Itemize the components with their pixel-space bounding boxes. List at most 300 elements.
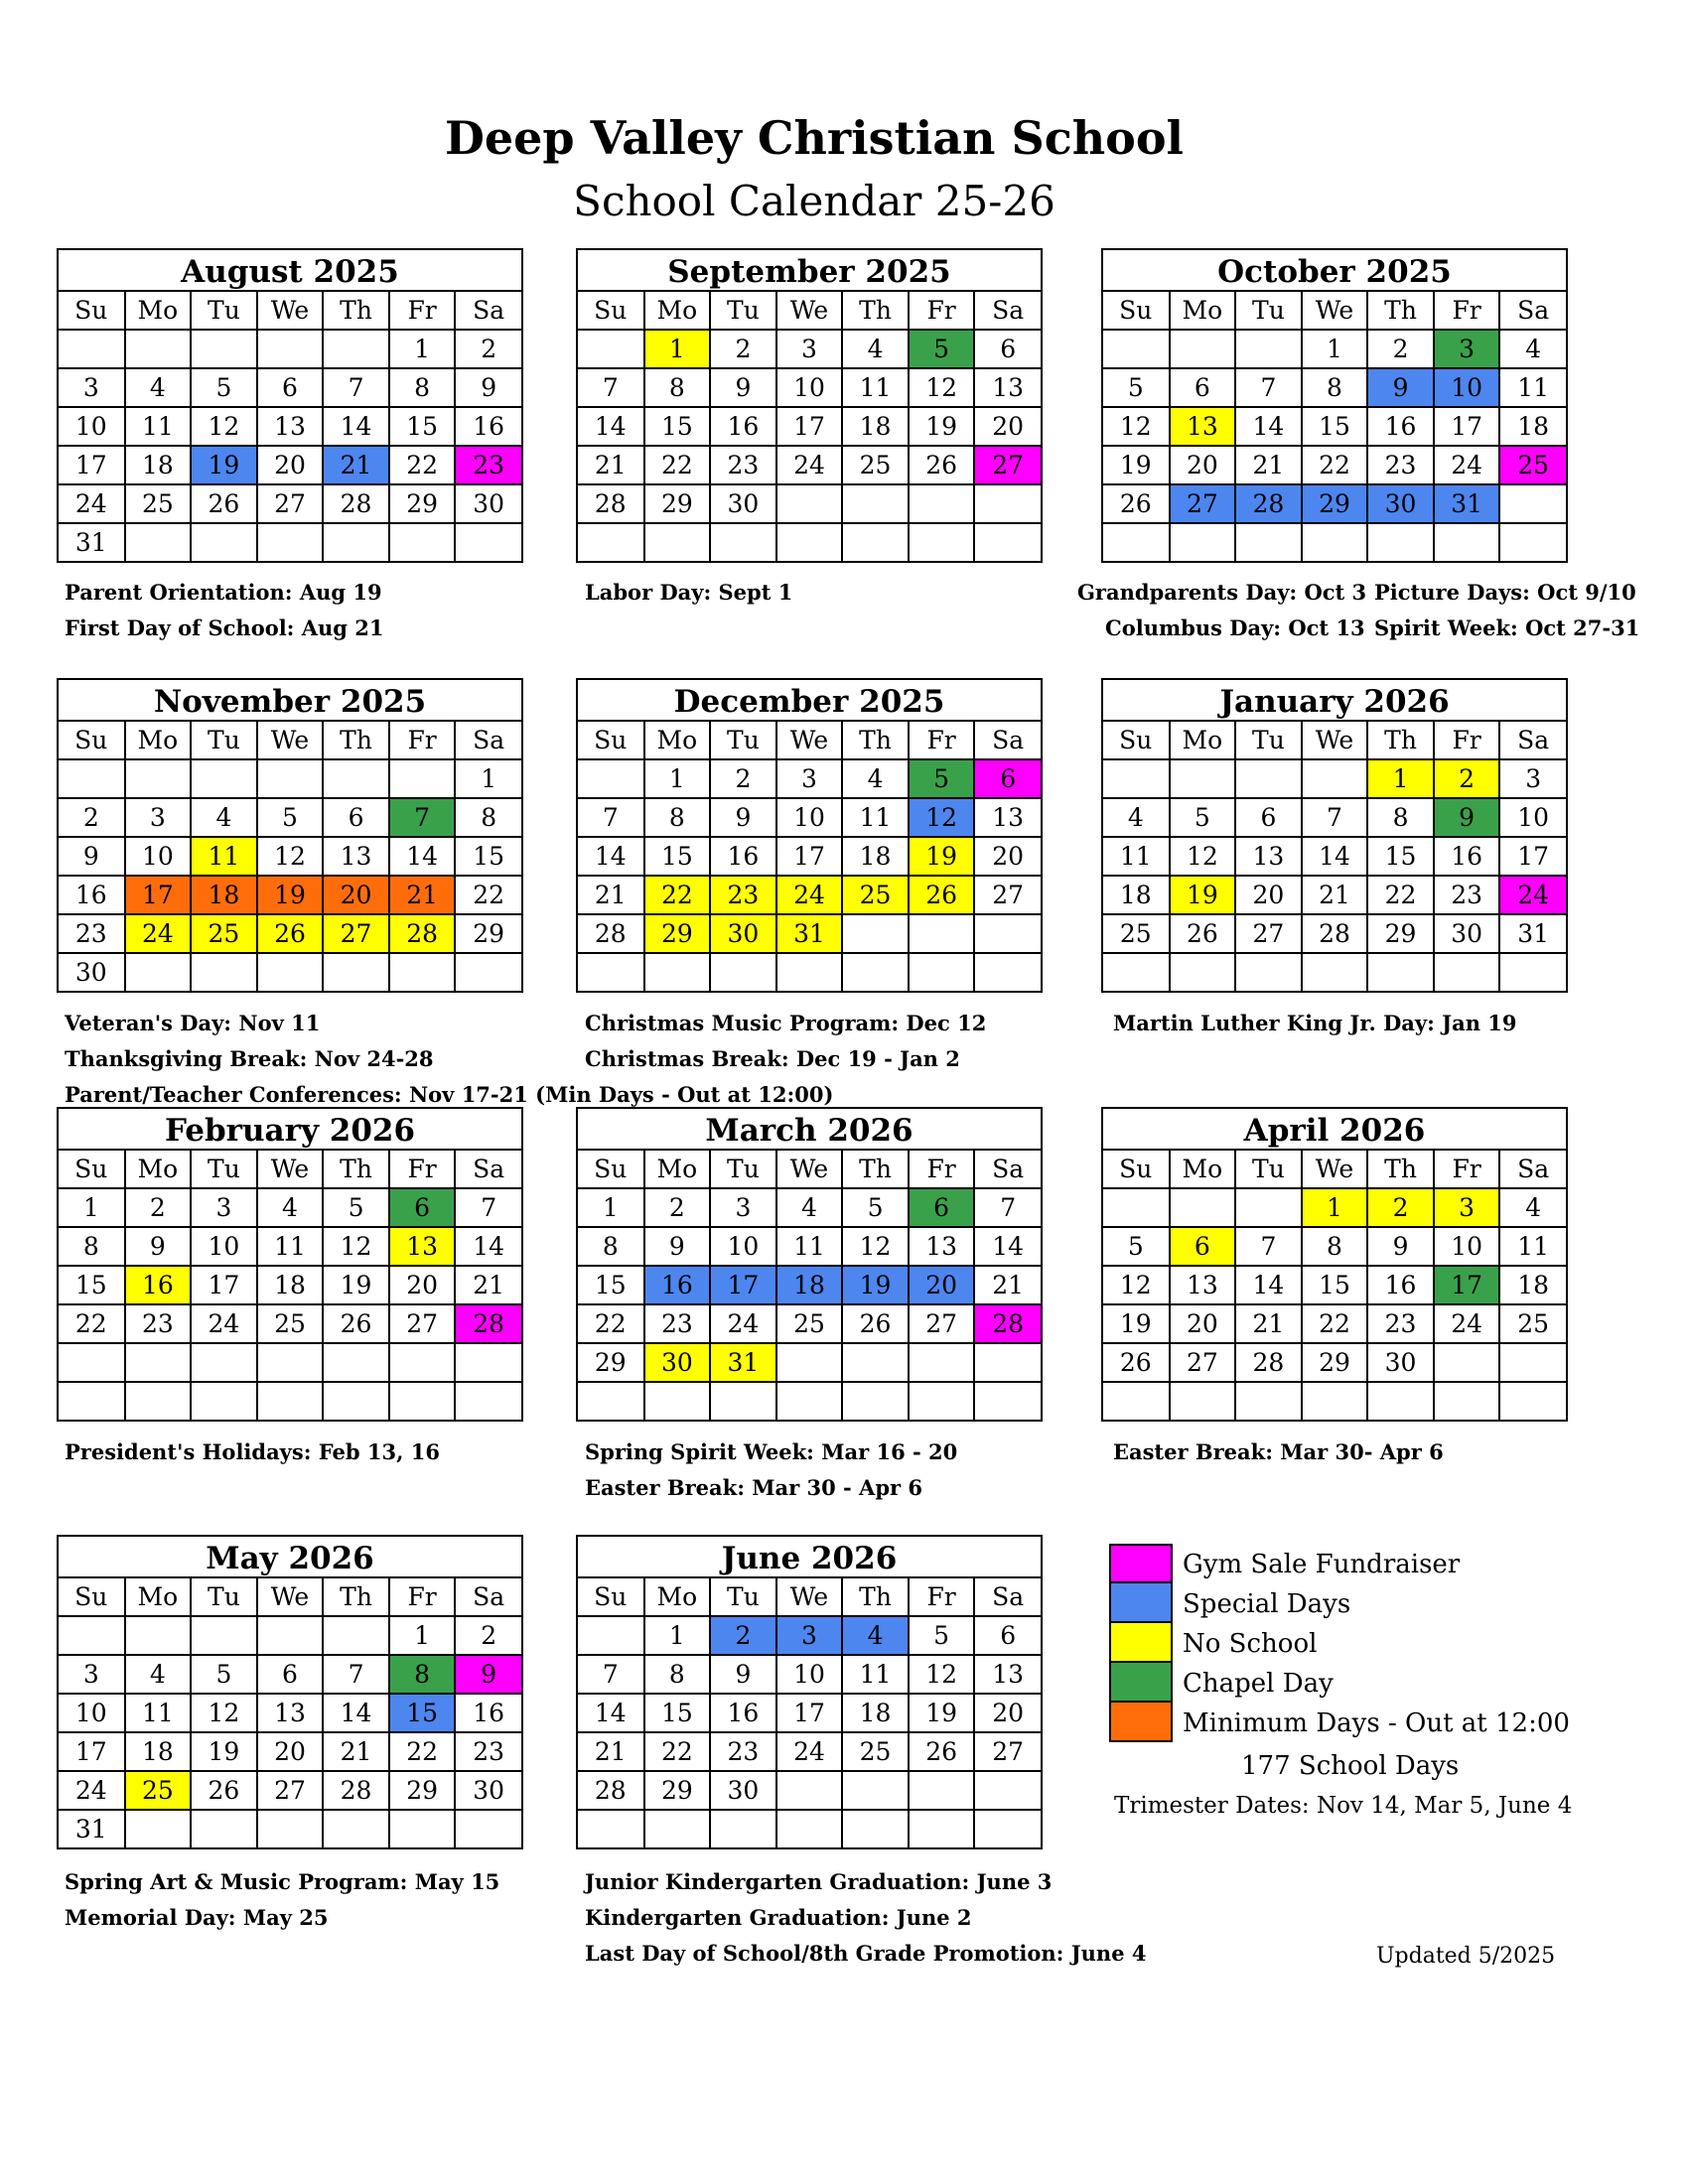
day-cell: 31 (1499, 914, 1566, 953)
day-cell: 17 (710, 1266, 776, 1304)
day-cell: 14 (323, 407, 389, 446)
weekday-header-row (578, 1151, 1041, 1188)
day-cell: 25 (842, 446, 909, 484)
day-cell: 11 (776, 1227, 843, 1266)
day-cell: 27 (323, 914, 389, 953)
week-row (59, 1227, 521, 1266)
day-cell: 3 (125, 798, 192, 837)
empty-cell (191, 1343, 257, 1382)
month-grid (578, 1578, 1041, 1847)
week-row (59, 1732, 521, 1771)
day-cell: 28 (389, 914, 456, 953)
note-may-2: Memorial Day: May 25 (65, 1905, 329, 1930)
day-cell: 6 (323, 798, 389, 837)
month-oct (1101, 248, 1568, 563)
month-grid (59, 722, 521, 991)
empty-cell (125, 759, 192, 798)
empty-cell (323, 1616, 389, 1655)
week-row (578, 1655, 1041, 1694)
legend-label: Minimum Days - Out at 12:00 (1183, 1708, 1570, 1738)
day-cell: 10 (125, 837, 192, 876)
empty-cell (578, 523, 644, 561)
day-cell: 12 (909, 1655, 975, 1694)
day-cell: 10 (1499, 798, 1566, 837)
day-cell: 10 (191, 1227, 257, 1266)
day-cell: 19 (191, 446, 257, 484)
legend-label: Special Days (1183, 1589, 1351, 1619)
day-cell: 29 (578, 1343, 644, 1382)
day-cell: 14 (389, 837, 456, 876)
day-cell: 16 (455, 407, 521, 446)
weekday-label: Fr (389, 1151, 456, 1188)
day-cell: 9 (1434, 798, 1500, 837)
day-cell: 28 (578, 1771, 644, 1810)
day-cell: 10 (1434, 1227, 1500, 1266)
empty-cell (191, 759, 257, 798)
day-cell: 1 (644, 1616, 711, 1655)
day-cell: 28 (1235, 1343, 1302, 1382)
week-row (1103, 876, 1566, 914)
day-cell: 22 (1302, 446, 1368, 484)
empty-cell (776, 1343, 843, 1382)
day-cell: 27 (257, 484, 324, 523)
day-cell: 19 (1170, 876, 1236, 914)
day-cell: 14 (1302, 837, 1368, 876)
day-cell: 28 (323, 1771, 389, 1810)
legend-swatch (1109, 1623, 1173, 1663)
day-cell: 20 (389, 1266, 456, 1304)
day-cell: 14 (974, 1227, 1041, 1266)
day-cell: 20 (1170, 1304, 1236, 1343)
day-cell: 8 (644, 1655, 711, 1694)
day-cell: 26 (909, 446, 975, 484)
day-cell: 18 (842, 407, 909, 446)
day-cell: 7 (974, 1188, 1041, 1227)
day-cell: 14 (578, 1694, 644, 1732)
day-cell: 3 (776, 1616, 843, 1655)
day-cell: 1 (1367, 759, 1434, 798)
day-cell: 10 (59, 407, 125, 446)
empty-cell (578, 953, 644, 991)
week-row (1103, 1266, 1566, 1304)
weekday-label: Fr (389, 292, 456, 330)
day-cell: 25 (257, 1304, 324, 1343)
day-cell: 29 (1367, 914, 1434, 953)
day-cell: 17 (59, 446, 125, 484)
month-title: August 2025 (59, 250, 521, 292)
day-cell: 15 (1367, 837, 1434, 876)
day-cell: 15 (1302, 1266, 1368, 1304)
day-cell: 23 (1367, 446, 1434, 484)
month-apr (1101, 1107, 1568, 1422)
day-cell: 3 (776, 330, 843, 368)
empty-cell (59, 1382, 125, 1420)
day-cell: 13 (1170, 407, 1236, 446)
day-cell: 3 (59, 1655, 125, 1694)
day-cell: 17 (125, 876, 192, 914)
day-cell: 13 (974, 368, 1041, 407)
day-cell: 4 (191, 798, 257, 837)
day-cell: 30 (710, 484, 776, 523)
empty-cell (842, 1343, 909, 1382)
month-grid (578, 722, 1041, 991)
day-cell: 25 (776, 1304, 843, 1343)
weekday-label: Fr (1434, 1151, 1500, 1188)
day-cell: 13 (257, 407, 324, 446)
note-apr-1: Easter Break: Mar 30- Apr 6 (1113, 1439, 1444, 1464)
week-row (578, 914, 1041, 953)
week-row (59, 914, 521, 953)
empty-cell (1103, 759, 1170, 798)
month-grid (578, 1151, 1041, 1420)
empty-cell (909, 914, 975, 953)
day-cell: 30 (1367, 1343, 1434, 1382)
note-jun-1: Junior Kindergarten Graduation: June 3 (585, 1869, 1053, 1894)
day-cell: 23 (710, 446, 776, 484)
empty-cell (1103, 1188, 1170, 1227)
note-jan-1: Martin Luther King Jr. Day: Jan 19 (1113, 1011, 1517, 1035)
weekday-label: Sa (974, 1578, 1041, 1616)
empty-cell (257, 1616, 324, 1655)
day-cell: 21 (974, 1266, 1041, 1304)
empty-cell (842, 953, 909, 991)
week-row (1103, 446, 1566, 484)
weekday-label: Fr (909, 1151, 975, 1188)
empty-cell (1434, 1343, 1500, 1382)
weekday-header-row (578, 722, 1041, 759)
empty-cell (1302, 523, 1368, 561)
day-cell: 15 (455, 837, 521, 876)
week-row (578, 837, 1041, 876)
day-cell: 22 (389, 446, 456, 484)
day-cell: 27 (1170, 1343, 1236, 1382)
day-cell: 17 (776, 837, 843, 876)
week-row (1103, 368, 1566, 407)
day-cell: 29 (644, 914, 711, 953)
day-cell: 30 (59, 953, 125, 991)
week-row (578, 330, 1041, 368)
day-cell: 7 (323, 368, 389, 407)
month-grid (59, 1578, 521, 1847)
week-row (578, 876, 1041, 914)
week-row (578, 446, 1041, 484)
day-cell: 21 (323, 1732, 389, 1771)
day-cell: 11 (257, 1227, 324, 1266)
day-cell: 13 (323, 837, 389, 876)
empty-cell (974, 914, 1041, 953)
day-cell: 3 (1434, 330, 1500, 368)
day-cell: 9 (455, 1655, 521, 1694)
weekday-label: Th (1367, 1151, 1434, 1188)
day-cell: 6 (257, 368, 324, 407)
week-row (59, 484, 521, 523)
month-title: December 2025 (578, 680, 1041, 722)
day-cell: 8 (1302, 368, 1368, 407)
day-cell: 26 (909, 1732, 975, 1771)
calendar-subtitle: School Calendar 25-26 (573, 177, 1055, 225)
day-cell: 3 (710, 1188, 776, 1227)
empty-cell (1170, 1382, 1236, 1420)
legend-swatch (1109, 1703, 1173, 1742)
weekday-label: Tu (191, 1578, 257, 1616)
week-row (59, 446, 521, 484)
day-cell: 7 (323, 1655, 389, 1694)
day-cell: 18 (776, 1266, 843, 1304)
day-cell: 8 (1302, 1227, 1368, 1266)
day-cell: 6 (974, 759, 1041, 798)
empty-cell (1103, 523, 1170, 561)
week-row (578, 1616, 1041, 1655)
empty-cell (323, 523, 389, 561)
day-cell: 27 (974, 1732, 1041, 1771)
day-cell: 12 (191, 1694, 257, 1732)
weekday-label: Sa (455, 1151, 521, 1188)
empty-cell (1499, 1382, 1566, 1420)
day-cell: 27 (1170, 484, 1236, 523)
day-cell: 23 (1434, 876, 1500, 914)
weekday-label: Sa (455, 1578, 521, 1616)
month-grid (1103, 1151, 1566, 1420)
day-cell: 10 (59, 1694, 125, 1732)
weekday-label: Tu (191, 292, 257, 330)
weekday-label: Th (1367, 722, 1434, 759)
week-row (59, 1694, 521, 1732)
day-cell: 31 (59, 1810, 125, 1847)
day-cell: 18 (1499, 1266, 1566, 1304)
day-cell: 8 (578, 1227, 644, 1266)
day-cell: 20 (974, 407, 1041, 446)
month-title: October 2025 (1103, 250, 1566, 292)
empty-cell (1434, 1382, 1500, 1420)
day-cell: 24 (776, 1732, 843, 1771)
empty-cell (578, 759, 644, 798)
empty-cell (323, 1810, 389, 1847)
weekday-label: Mo (1170, 722, 1236, 759)
weekday-label: Tu (191, 1151, 257, 1188)
day-cell: 4 (776, 1188, 843, 1227)
weekday-label: Su (578, 722, 644, 759)
weekday-label: Mo (644, 722, 711, 759)
day-cell: 29 (389, 1771, 456, 1810)
weekday-header-row (1103, 1151, 1566, 1188)
empty-cell (257, 1343, 324, 1382)
week-row (578, 1810, 1041, 1847)
week-row (578, 1732, 1041, 1771)
week-row (1103, 759, 1566, 798)
day-cell: 16 (1367, 1266, 1434, 1304)
empty-cell (776, 523, 843, 561)
day-cell: 19 (323, 1266, 389, 1304)
day-cell: 27 (1235, 914, 1302, 953)
day-cell: 22 (1302, 1304, 1368, 1343)
week-row (1103, 1343, 1566, 1382)
day-cell: 19 (842, 1266, 909, 1304)
weekday-label: Su (1103, 1151, 1170, 1188)
day-cell: 13 (1235, 837, 1302, 876)
day-cell: 23 (455, 1732, 521, 1771)
empty-cell (909, 1343, 975, 1382)
empty-cell (1434, 523, 1500, 561)
day-cell: 16 (59, 876, 125, 914)
note-feb-1: President's Holidays: Feb 13, 16 (65, 1439, 440, 1464)
day-cell: 30 (710, 1771, 776, 1810)
week-row (59, 523, 521, 561)
empty-cell (323, 330, 389, 368)
day-cell: 24 (59, 1771, 125, 1810)
weekday-label: We (776, 722, 843, 759)
day-cell: 25 (842, 1732, 909, 1771)
day-cell: 11 (1499, 368, 1566, 407)
week-row (578, 1227, 1041, 1266)
day-cell: 17 (776, 407, 843, 446)
day-cell: 17 (191, 1266, 257, 1304)
empty-cell (1103, 1382, 1170, 1420)
day-cell: 19 (257, 876, 324, 914)
day-cell: 5 (1170, 798, 1236, 837)
week-row (1103, 1382, 1566, 1420)
empty-cell (1302, 1382, 1368, 1420)
day-cell: 6 (389, 1188, 456, 1227)
day-cell: 6 (974, 330, 1041, 368)
day-cell: 30 (710, 914, 776, 953)
day-cell: 6 (257, 1655, 324, 1694)
week-row (59, 876, 521, 914)
week-row (59, 1810, 521, 1847)
day-cell: 11 (842, 368, 909, 407)
day-cell: 22 (389, 1732, 456, 1771)
day-cell: 22 (578, 1304, 644, 1343)
day-cell: 1 (389, 330, 456, 368)
day-cell: 29 (644, 484, 711, 523)
day-cell: 2 (710, 330, 776, 368)
empty-cell (1302, 953, 1368, 991)
empty-cell (1499, 1343, 1566, 1382)
day-cell: 17 (776, 1694, 843, 1732)
weekday-label: Sa (455, 292, 521, 330)
empty-cell (191, 330, 257, 368)
week-row (59, 1188, 521, 1227)
day-cell: 9 (644, 1227, 711, 1266)
empty-cell (1499, 953, 1566, 991)
day-cell: 26 (191, 484, 257, 523)
month-title: May 2026 (59, 1537, 521, 1578)
weekday-header-row (578, 292, 1041, 330)
empty-cell (909, 484, 975, 523)
day-cell: 1 (1302, 330, 1368, 368)
empty-cell (257, 953, 324, 991)
weekday-label: Su (59, 1151, 125, 1188)
day-cell: 12 (842, 1227, 909, 1266)
day-cell: 19 (909, 407, 975, 446)
empty-cell (1235, 330, 1302, 368)
month-title: September 2025 (578, 250, 1041, 292)
day-cell: 14 (578, 837, 644, 876)
week-row (1103, 407, 1566, 446)
weekday-label: We (1302, 1151, 1368, 1188)
day-cell: 9 (710, 1655, 776, 1694)
day-cell: 30 (1367, 484, 1434, 523)
day-cell: 1 (59, 1188, 125, 1227)
month-nov (57, 678, 523, 993)
day-cell: 22 (59, 1304, 125, 1343)
day-cell: 16 (710, 837, 776, 876)
day-cell: 8 (389, 368, 456, 407)
day-cell: 24 (1434, 446, 1500, 484)
weekday-header-row (1103, 292, 1566, 330)
day-cell: 31 (1434, 484, 1500, 523)
empty-cell (125, 953, 192, 991)
updated-date: Updated 5/2025 (1376, 1944, 1556, 1969)
day-cell: 4 (1499, 1188, 1566, 1227)
weekday-label: Tu (710, 1578, 776, 1616)
day-cell: 5 (909, 1616, 975, 1655)
empty-cell (1103, 953, 1170, 991)
empty-cell (125, 1382, 192, 1420)
month-feb (57, 1107, 523, 1422)
empty-cell (1170, 953, 1236, 991)
day-cell: 2 (710, 759, 776, 798)
empty-cell (1170, 330, 1236, 368)
day-cell: 16 (710, 407, 776, 446)
week-row (59, 1304, 521, 1343)
empty-cell (644, 953, 711, 991)
note-nov-1: Veteran's Day: Nov 11 (65, 1011, 321, 1035)
week-row (59, 1771, 521, 1810)
empty-cell (1235, 953, 1302, 991)
note-nov-2: Thanksgiving Break: Nov 24-28 (65, 1046, 434, 1071)
week-row (1103, 330, 1566, 368)
week-row (578, 368, 1041, 407)
day-cell: 4 (842, 330, 909, 368)
day-cell: 8 (59, 1227, 125, 1266)
day-cell: 17 (1434, 1266, 1500, 1304)
day-cell: 20 (974, 837, 1041, 876)
school-name: Deep Valley Christian School (445, 111, 1184, 165)
week-row (59, 837, 521, 876)
day-cell: 23 (455, 446, 521, 484)
day-cell: 12 (909, 368, 975, 407)
day-cell: 1 (644, 330, 711, 368)
weekday-label: Tu (710, 722, 776, 759)
day-cell: 23 (644, 1304, 711, 1343)
legend-swatch (1109, 1544, 1173, 1583)
empty-cell (257, 523, 324, 561)
day-cell: 15 (389, 1694, 456, 1732)
day-cell: 15 (1302, 407, 1368, 446)
day-cell: 4 (1499, 330, 1566, 368)
day-cell: 6 (1235, 798, 1302, 837)
day-cell: 26 (257, 914, 324, 953)
day-cell: 16 (710, 1694, 776, 1732)
day-cell: 5 (842, 1188, 909, 1227)
day-cell: 5 (909, 330, 975, 368)
day-cell: 25 (1103, 914, 1170, 953)
day-cell: 7 (389, 798, 456, 837)
day-cell: 11 (125, 1694, 192, 1732)
empty-cell (909, 1810, 975, 1847)
day-cell: 5 (191, 1655, 257, 1694)
week-row (578, 1266, 1041, 1304)
day-cell: 2 (59, 798, 125, 837)
day-cell: 24 (776, 446, 843, 484)
day-cell: 27 (974, 876, 1041, 914)
empty-cell (1235, 759, 1302, 798)
day-cell: 12 (1103, 1266, 1170, 1304)
empty-cell (125, 1810, 192, 1847)
note-dec-2: Christmas Break: Dec 19 - Jan 2 (585, 1046, 960, 1071)
empty-cell (191, 953, 257, 991)
day-cell: 4 (257, 1188, 324, 1227)
